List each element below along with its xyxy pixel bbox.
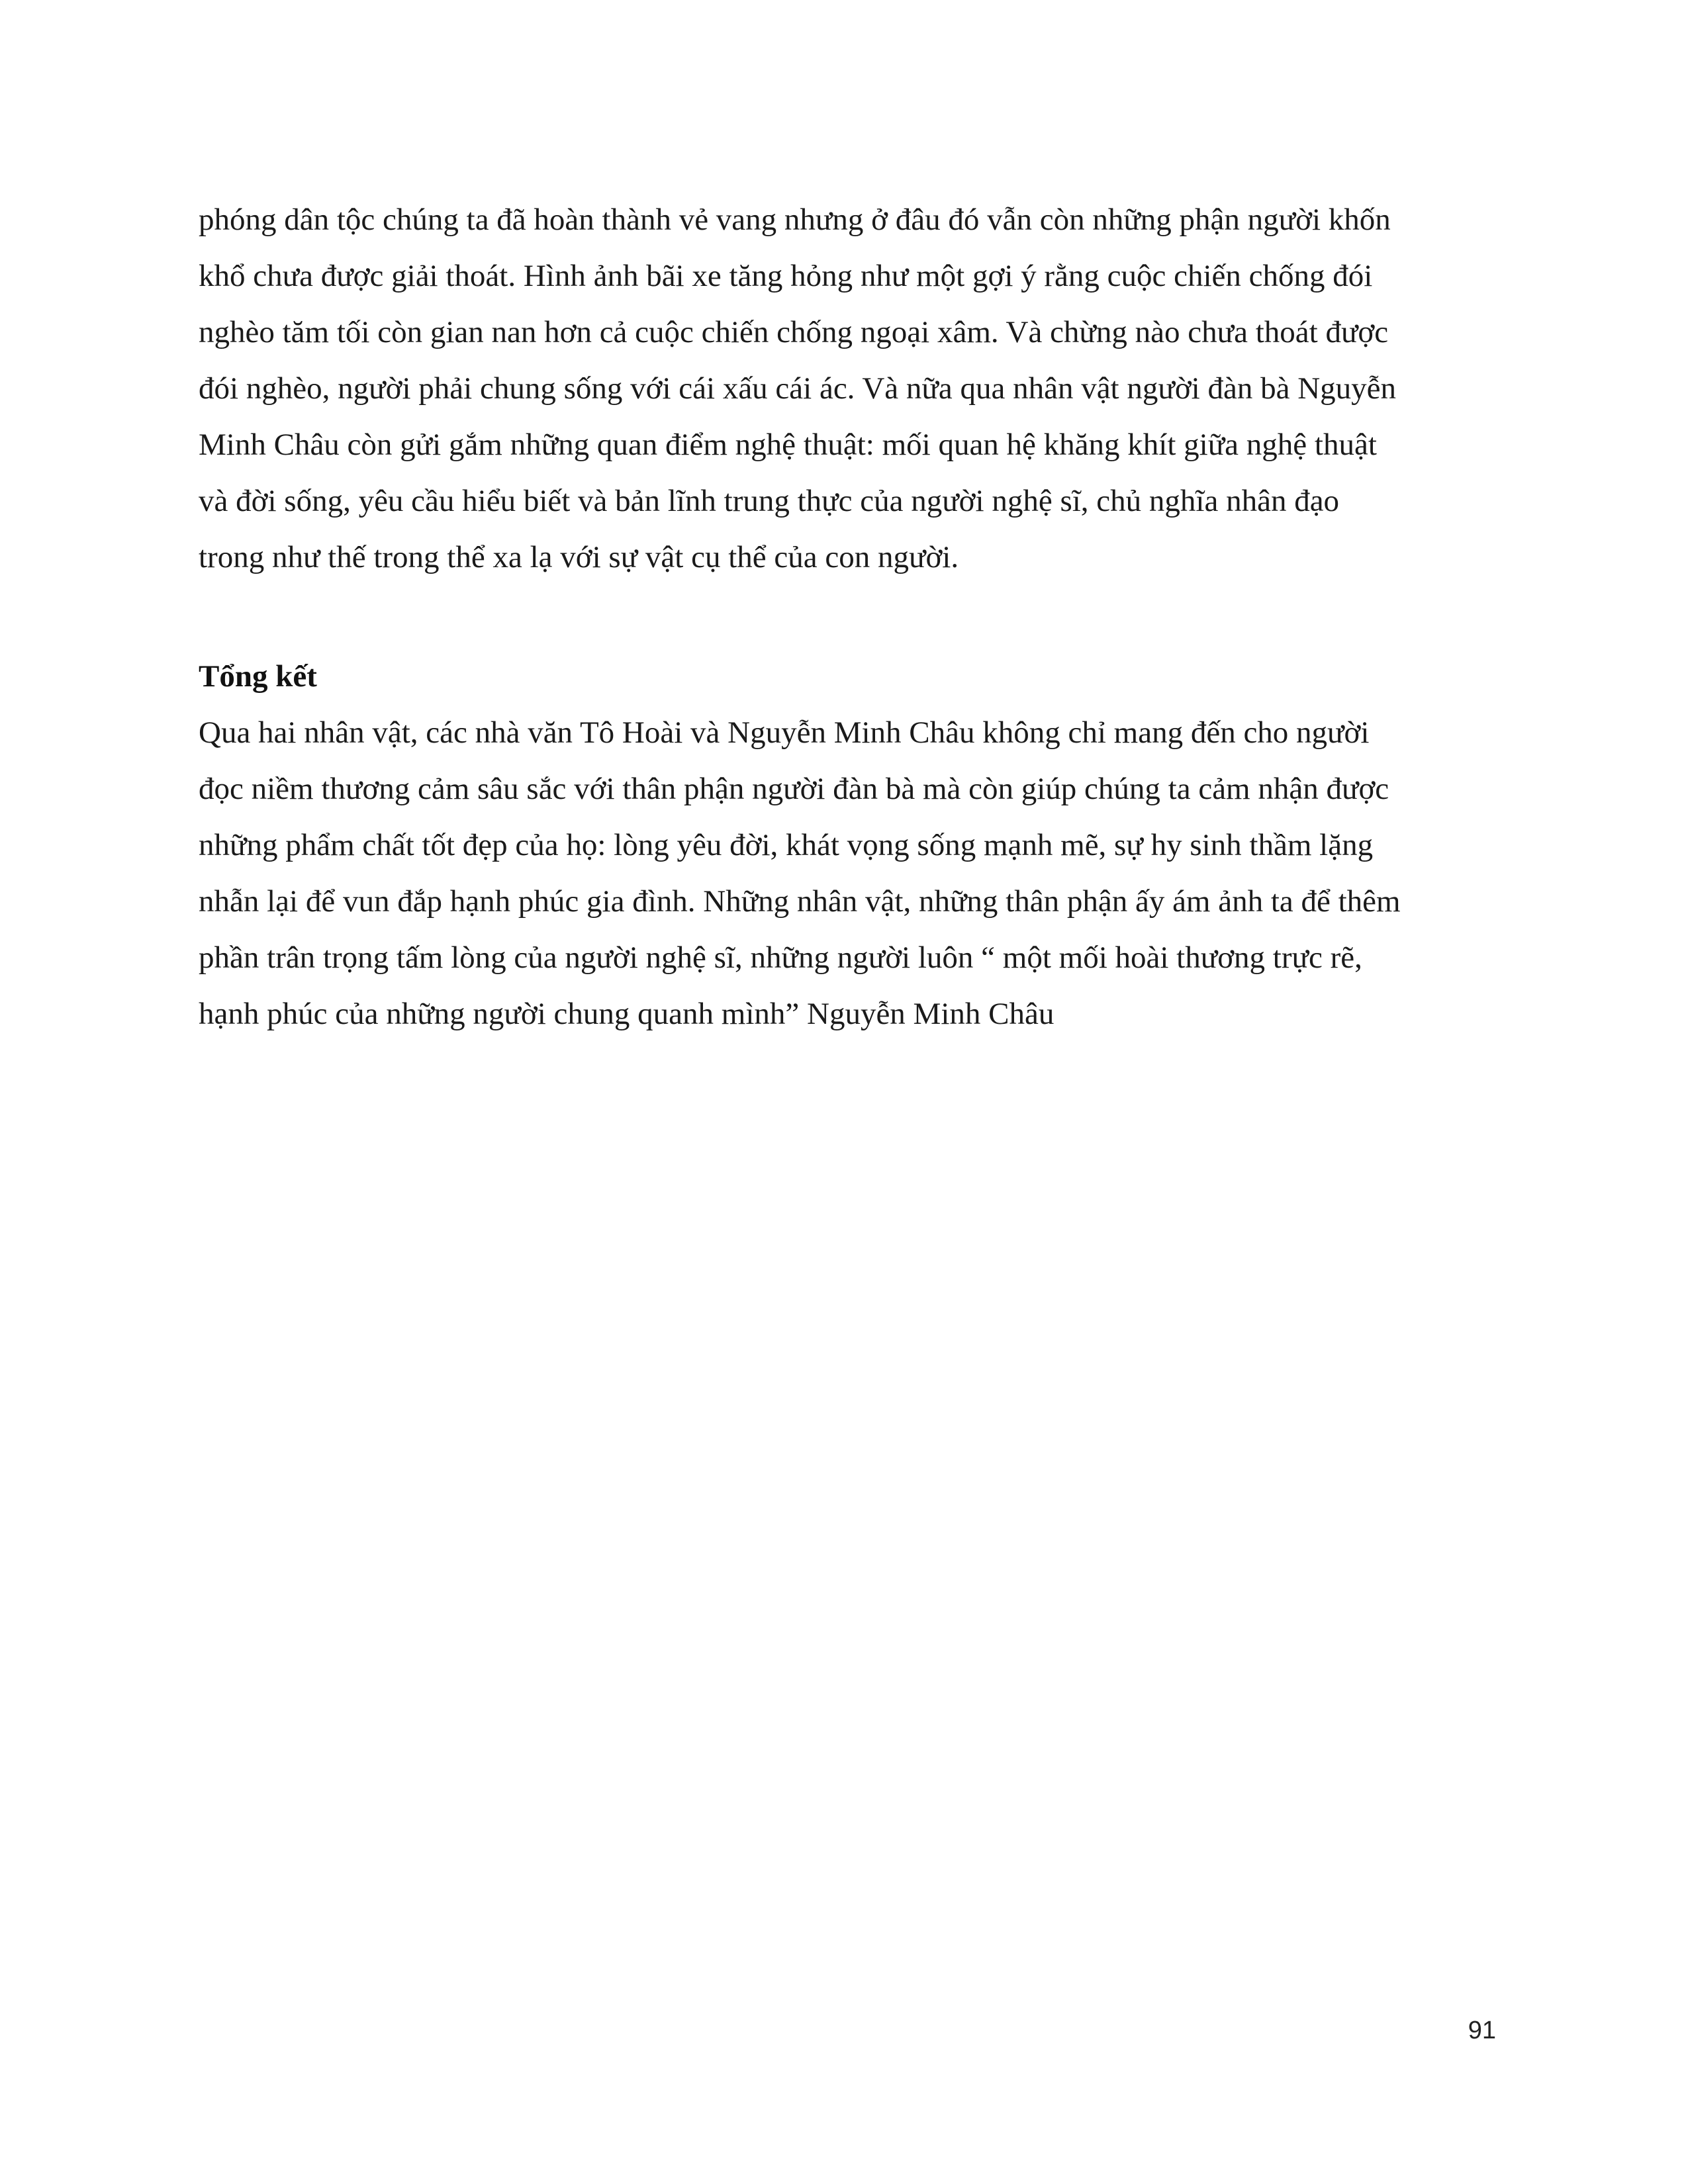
paragraph-line: trong như thế trong thể xa lạ với sự vật cụ thể của con người. bbox=[199, 540, 959, 574]
body-paragraph-2 bbox=[199, 705, 1496, 1042]
paragraph-line: nhẫn lại để vun đắp hạnh phúc gia đình. Những nhân vật, những thân phận ấy ám ảnh ta để thêm bbox=[199, 884, 1401, 919]
section-heading-block bbox=[199, 649, 1496, 705]
paragraph-line: khổ chưa được giải thoát. Hình ảnh bãi xe tăng hỏng như một gợi ý rằng cuộc chiến chống đói bbox=[199, 259, 1373, 293]
body-paragraph-1 bbox=[199, 192, 1496, 586]
paragraph-line: Minh Châu còn gửi gắm những quan điểm nghệ thuật: mối quan hệ khăng khít giữa nghệ thuật bbox=[199, 428, 1377, 462]
paragraph-line: phóng dân tộc chúng ta đã hoàn thành vẻ vang nhưng ở đâu đó vẫn còn những phận người khốn bbox=[199, 203, 1391, 237]
paragraph-line: và đời sống, yêu cầu hiểu biết và bản lĩnh trung thực của người nghệ sĩ, chủ nghĩa nhân đạo bbox=[199, 484, 1340, 518]
paragraph-line: hạnh phúc của những người chung quanh mình” Nguyễn Minh Châu bbox=[199, 997, 1055, 1031]
paragraph-line: Qua hai nhân vật, các nhà văn Tô Hoài và Nguyễn Minh Châu không chỉ mang đến cho người bbox=[199, 715, 1370, 750]
paragraph-line: những phẩm chất tốt đẹp của họ: lòng yêu đời, khát vọng sống mạnh mẽ, sự hy sinh thầm lặng bbox=[199, 828, 1374, 862]
section-heading: Tổng kết bbox=[199, 659, 317, 694]
paragraph-line: nghèo tăm tối còn gian nan hơn cả cuộc chiến chống ngoại xâm. Và chừng nào chưa thoát được bbox=[199, 315, 1389, 349]
page-number: 91 bbox=[1468, 2017, 1496, 2044]
paragraph-line: đói nghèo, người phải chung sống với cái xấu cái ác. Và nữa qua nhân vật người đàn bà Nguyễn bbox=[199, 371, 1397, 406]
paragraph-line: phần trân trọng tấm lòng của người nghệ sĩ, những người luôn “ một mối hoài thương trực rẽ, bbox=[199, 940, 1362, 975]
paragraph-line: đọc niềm thương cảm sâu sắc với thân phận người đàn bà mà còn giúp chúng ta cảm nhận được bbox=[199, 772, 1389, 806]
